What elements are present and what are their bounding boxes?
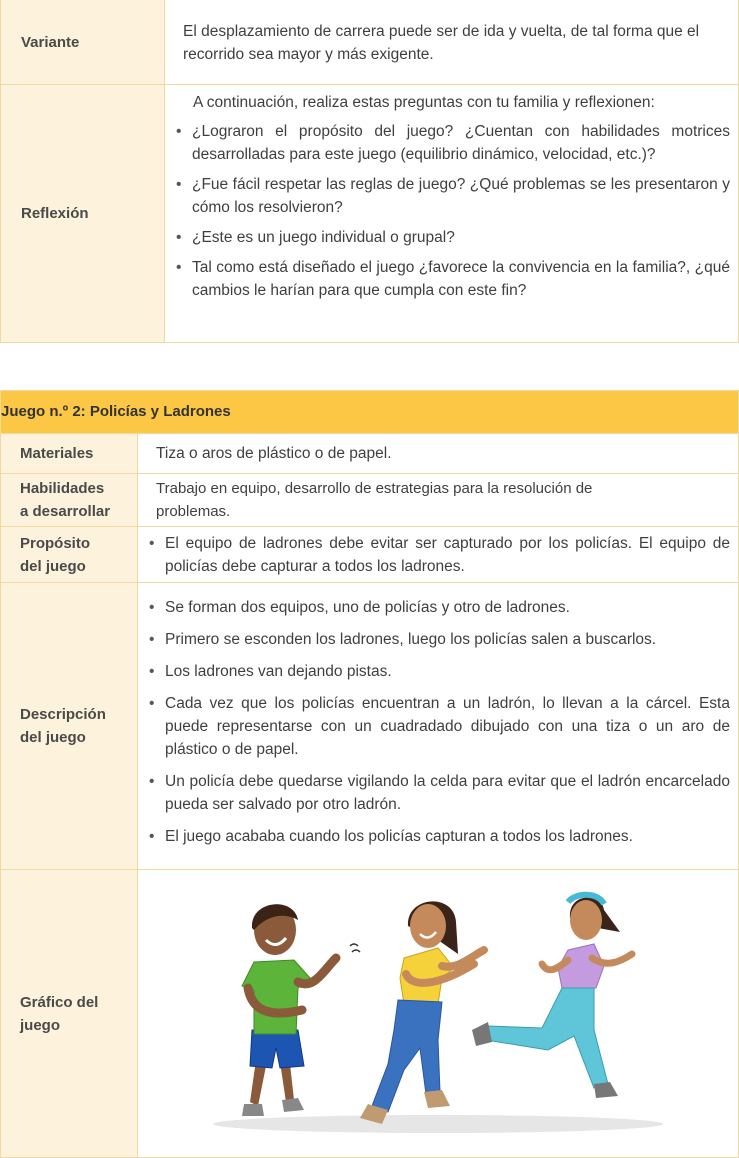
proposito-list	[148, 532, 730, 578]
list-item: • Tal como está diseñado el juego ¿favorece la convivencia en la familia?, ¿qué cambios le harían para que cumpla con este fin?	[175, 256, 730, 302]
descripcion-content	[138, 583, 738, 869]
grafico-row	[1, 869, 738, 1157]
list-item: • Primero se esconden los ladrones, luego los policías salen a buscarlos.	[148, 628, 730, 651]
grafico-label: Gráfico del juego	[1, 870, 138, 1157]
reflexion-questions	[175, 120, 730, 302]
ground-shadow	[213, 1115, 663, 1133]
descripcion-row	[1, 582, 738, 869]
illustration-svg	[138, 870, 738, 1156]
girl-yellow-shirt-figure	[360, 901, 484, 1124]
list-item: • El juego acababa cuando los policías capturan a todos los ladrones.	[148, 825, 730, 848]
proposito-content	[138, 527, 738, 582]
list-item: • ¿Fue fácil respetar las reglas de juego? ¿Qué problemas se les presentaron y cómo los resolvieron?	[175, 173, 730, 219]
reflexion-content	[165, 85, 738, 342]
girl-running-purple-figure	[472, 895, 632, 1098]
list-item: • Cada vez que los policías encuentran a un ladrón, lo llevan a la cárcel. Esta puede representarse con un cuadradado dibujado con una tiza o un aro de plástico o de papel.	[148, 692, 730, 761]
game-title: Juego n.º 2: Policías y Ladrones	[1, 391, 738, 433]
reflexion-row	[1, 84, 738, 342]
list-item: • ¿Lograron el propósito del juego? ¿Cuentan con habilidades motrices desarrolladas para este juego (equilibrio dinámico, velocidad, etc.)?	[175, 120, 730, 166]
materiales-label: Materiales	[1, 434, 138, 473]
materiales-text: Tiza o aros de plástico o de papel.	[156, 445, 392, 462]
variante-text: El desplazamiento de carrera puede ser de ida y vuelta, de tal forma que el recorrido sea mayor y más exigente.	[183, 23, 700, 63]
game-illustration	[138, 870, 738, 1157]
habilidades-label: Habilidades a desarrollar	[1, 474, 138, 526]
list-item: • Se forman dos equipos, uno de policías y otro de ladrones.	[148, 596, 730, 619]
proposito-row	[1, 526, 738, 582]
game-table	[0, 390, 739, 1158]
descripcion-label: Descripción del juego	[1, 583, 138, 869]
variante-label: Variante	[1, 0, 165, 84]
reflection-table	[0, 0, 739, 343]
list-item: • Los ladrones van dejando pistas.	[148, 660, 730, 683]
list-item: • El equipo de ladrones debe evitar ser capturado por los policías. El equipo de policías debe capturar a todos los ladrones.	[148, 532, 730, 578]
habilidades-row	[1, 473, 738, 526]
proposito-label: Propósito del juego	[1, 527, 138, 582]
reflexion-intro: A continuación, realiza estas preguntas con tu familia y reflexionen:	[193, 94, 655, 111]
list-item: • Un policía debe quedarse vigilando la celda para evitar que el ladrón encarcelado pueda ser salvado por otro ladrón.	[148, 770, 730, 816]
variante-row	[1, 0, 738, 84]
materiales-row	[1, 433, 738, 473]
reflexion-label: Reflexión	[1, 85, 165, 342]
descripcion-list	[148, 596, 730, 848]
boy-green-shirt-figure	[242, 904, 360, 1116]
list-item: • ¿Este es un juego individual o grupal?	[175, 226, 730, 249]
habilidades-text: Trabajo en equipo, desarrollo de estrategias para la resolución de problemas.	[156, 480, 593, 520]
